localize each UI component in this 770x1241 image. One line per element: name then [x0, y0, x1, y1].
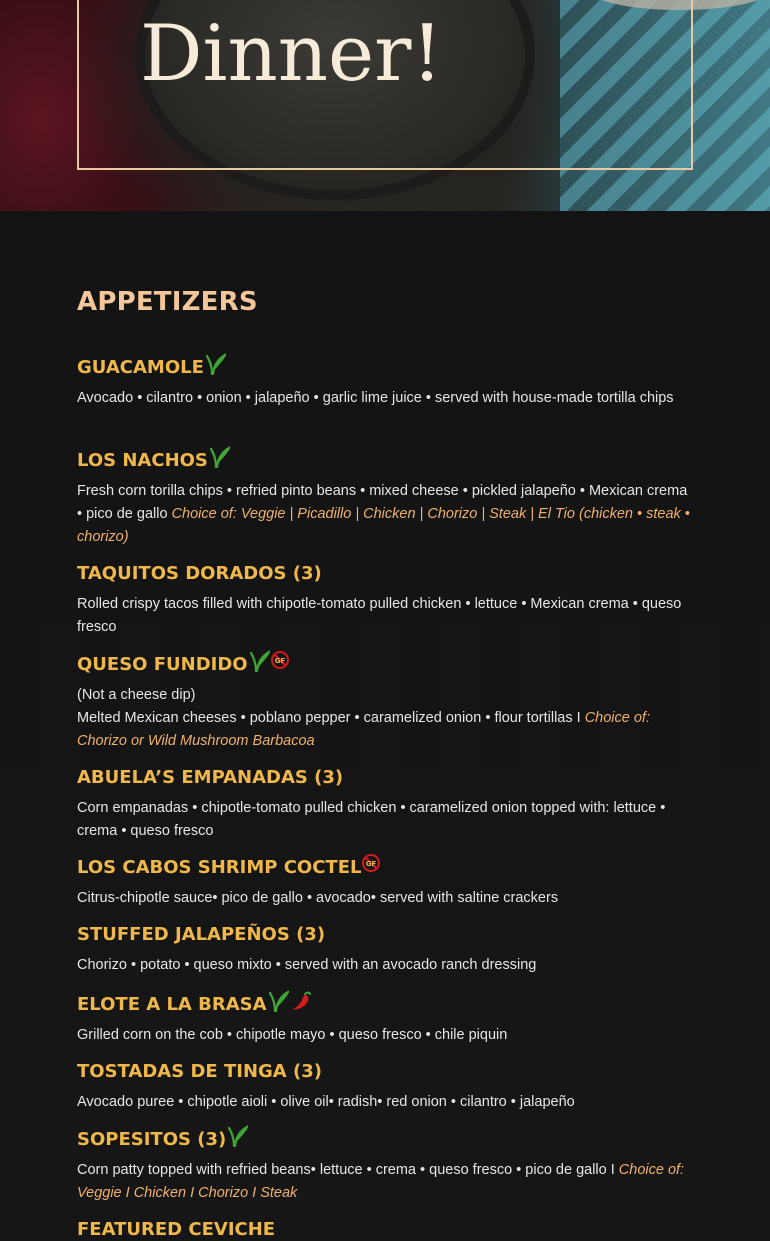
section-title-appetizers: APPETIZERS: [77, 287, 258, 317]
leaf-icon: [269, 990, 289, 1012]
menu-item-featured-ceviche: [77, 1219, 691, 1241]
menu-section: [0, 211, 770, 1241]
item-choice: Choice of: Veggie | Picadillo | Chicken | Chorizo | Steak | El Tio (chicken • steak • chorizo): [77, 506, 690, 545]
menu-item-los-cabos-shrimp-coctel: [77, 857, 691, 910]
item-choice: Choice of: Veggie I Chicken I Chorizo I Steak: [77, 1162, 685, 1201]
menu-item-abuelas-empanadas: [77, 767, 691, 843]
item-name: LOS CABOS SHRIMP COCTEL: [77, 857, 362, 878]
item-description: Grilled corn on the cob • chipotle mayo • queso fresco • chile piquin: [77, 1027, 508, 1043]
leaf-icon: [210, 446, 230, 468]
leaf-icon: [206, 353, 226, 375]
menu-item-guacamole: [77, 357, 691, 410]
item-description: Corn patty topped with refried beans• lettuce • crema • queso fresco • pico de gallo I: [77, 1162, 619, 1178]
item-choice: Choice of: Chorizo or Wild Mushroom Barbacoa: [77, 710, 650, 749]
item-name: GUACAMOLE: [77, 357, 204, 378]
item-name: ELOTE A LA BRASA: [77, 994, 267, 1015]
item-note: (Not a cheese dip): [77, 687, 196, 703]
hero-banner: [0, 0, 770, 211]
gluten-free-icon: [270, 650, 290, 670]
item-description: Rolled crispy tacos filled with chipotle-tomato pulled chicken • lettuce • Mexican crema • queso fresco: [77, 596, 682, 635]
menu-item-stuffed-jalapenos: [77, 924, 691, 977]
item-name: FEATURED CEVICHE: [77, 1219, 276, 1240]
item-description: Avocado puree • chipotle aioli • olive oil• radish• red onion • cilantro • jalapeño: [77, 1094, 575, 1110]
hero-title: Dinner!: [140, 9, 443, 99]
svg-text:GF: GF: [274, 657, 285, 665]
menu-item-queso-fundido: [77, 654, 691, 753]
menu-item-elote-a-la-brasa: [77, 994, 691, 1047]
item-description: Fresh corn torilla chips • refried pinto beans • mixed cheese • pickled jalapeño • Mexican crema • pico de gallo: [77, 483, 688, 522]
item-name: STUFFED JALAPEÑOS (3): [77, 924, 326, 945]
item-description: Avocado • cilantro • onion • jalapeño • garlic lime juice • served with house-made tortilla chips: [77, 390, 674, 406]
item-description: Melted Mexican cheeses • poblano pepper • caramelized onion • flour tortillas I: [77, 710, 585, 726]
svg-text:GF: GF: [366, 860, 377, 868]
menu-item-tostadas-de-tinga: [77, 1061, 691, 1114]
item-name: TAQUITOS DORADOS (3): [77, 563, 322, 584]
menu-item-los-nachos: [77, 450, 691, 549]
item-description: Corn empanadas • chipotle-tomato pulled chicken • caramelized onion topped with: lettuce • crema • queso fresco: [77, 800, 666, 839]
gluten-free-icon: [361, 853, 381, 873]
chile-pepper-icon: [291, 990, 313, 1012]
item-name: ABUELA’S EMPANADAS (3): [77, 767, 344, 788]
leaf-icon: [228, 1125, 248, 1147]
item-name: TOSTADAS DE TINGA (3): [77, 1061, 322, 1082]
item-name: QUESO FUNDIDO: [77, 654, 248, 675]
menu-item-sopesitos: [77, 1129, 691, 1205]
menu-item-taquitos-dorados: [77, 563, 691, 639]
item-description: Chorizo • potato • queso mixto • served with an avocado ranch dressing: [77, 957, 537, 973]
item-name: LOS NACHOS: [77, 450, 208, 471]
leaf-icon: [250, 650, 270, 672]
item-description: Citrus-chipotle sauce• pico de gallo • avocado• served with saltine crackers: [77, 890, 559, 906]
item-name: SOPESITOS (3): [77, 1129, 227, 1150]
